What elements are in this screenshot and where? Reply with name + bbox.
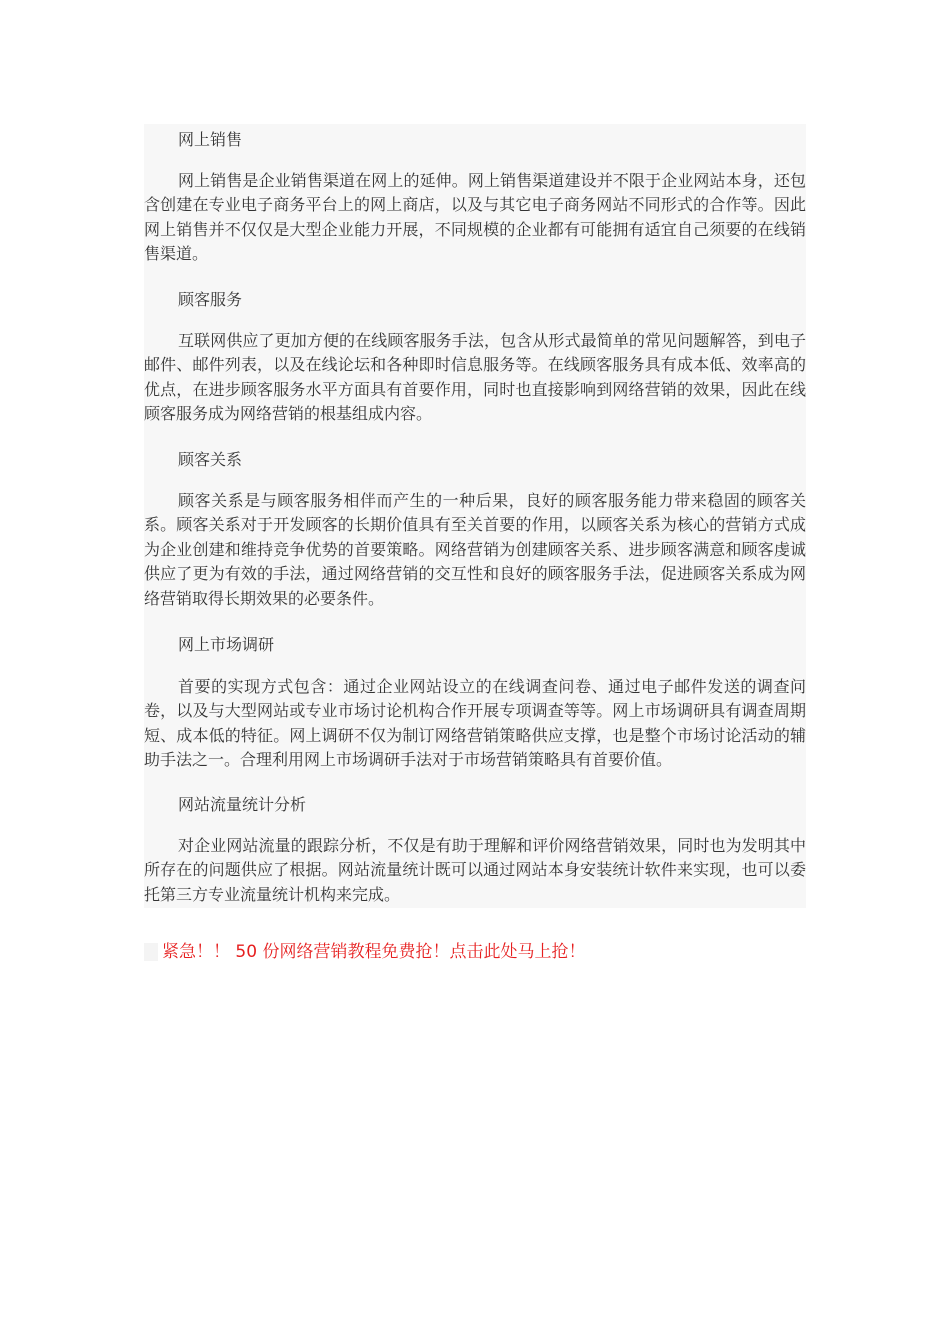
section-body-market-research: 首要的实现方式包含：通过企业网站设立的在线调查问卷、通过电子邮件发送的调查问卷，以及与大型网站或专业市场讨论机构合作开展专项调查等等。网上市场调研具有调查周期短、成本低的特征。网上调研不仅为制订网络营销策略供应支撑，也是整个市场讨论活动的辅助手法之一。合理利用网上市场调研手法对于市场营销策略具有首要价值。 <box>144 677 806 770</box>
section-heading-market-research: 网上市场调研 <box>178 635 275 654</box>
section-heading-traffic-analysis: 网站流量统计分析 <box>178 795 307 814</box>
section-heading-online-sales: 网上销售 <box>178 130 243 149</box>
section-heading-customer-service: 顾客服务 <box>178 290 243 309</box>
section-body-customer-relations: 顾客关系是与顾客服务相伴而产生的一种后果，良好的顾客服务能力带来稳固的顾客关系。顾客关系对于开发顾客的长期价值具有至关首要的作用，以顾客关系为核心的营销方式成为企业创建和维持竞争优势的首要策略。网络营销为创建顾客关系、进步顾客满意和顾客虔诚供应了更为有效的手法，通过网络营销的交互性和良好的顾客服务手法，促进顾客关系成为网络营销取得长期效果的必要条件。 <box>144 491 806 608</box>
section-heading-customer-relations: 顾客关系 <box>178 450 243 469</box>
promo-link[interactable]: 紧急！！ 50 份网络营销教程免费抢！点击此处马上抢！ <box>162 942 586 962</box>
section-body-customer-service: 互联网供应了更加方便的在线顾客服务手法，包含从形式最简单的常见问题解答，到电子邮件、邮件列表，以及在线论坛和各种即时信息服务等。在线顾客服务具有成本低、效率高的优点，在进步顾客服务水平方面具有首要作用，同时也直接影响到网络营销的效果，因此在线顾客服务成为网络营销的根基组成内容。 <box>144 331 806 424</box>
section-body-online-sales: 网上销售是企业销售渠道在网上的延伸。网上销售渠道建设并不限于企业网站本身，还包含创建在专业电子商务平台上的网上商店，以及与其它电子商务网站不同形式的合作等。因此网上销售并不仅仅是大型企业能力开展，不同规模的企业都有可能拥有适宜自己须要的在线销售渠道。 <box>144 171 806 264</box>
promo-banner <box>144 940 585 964</box>
promo-marker <box>144 943 158 961</box>
section-body-traffic-analysis: 对企业网站流量的跟踪分析，不仅是有助于理解和评价网络营销效果，同时也为发明其中所存在的问题供应了根据。网站流量统计既可以通过网站本身安装统计软件来实现，也可以委托第三方专业流量统计机构来完成。 <box>144 836 806 904</box>
article-content <box>144 124 806 908</box>
